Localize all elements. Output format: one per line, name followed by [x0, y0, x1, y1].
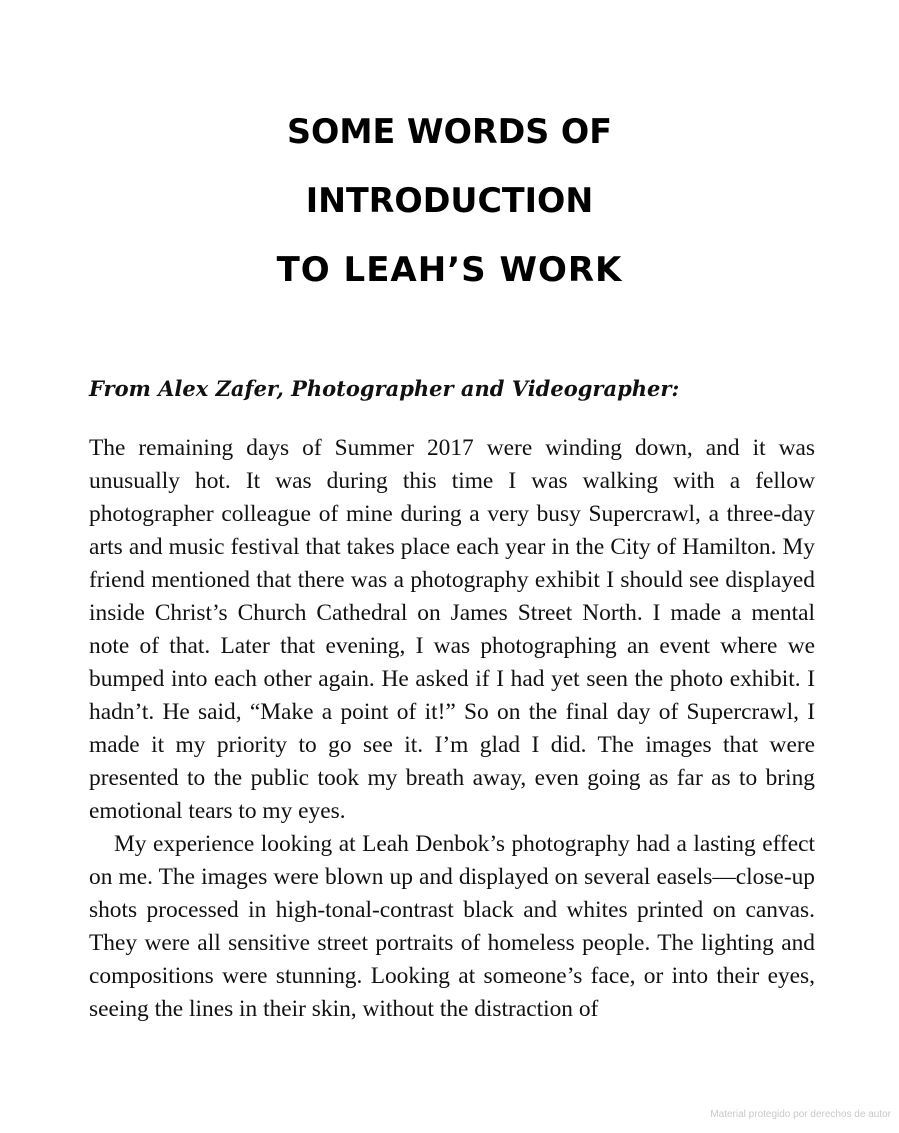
- body-text: [89, 432, 815, 1026]
- paragraph-2: My experience looking at Leah Denbok’s photography had a lasting effect on me. The images were blown up and displayed on several easels—close-up shots processed in high-tonal-contrast black and whites printed on canvas. They were all sensitive street portraits of homeless people. The lighting and compositions were stunning. Looking at someone’s face, or into their eyes, seeing the lines in their skin, without the distraction of: [89, 831, 815, 1022]
- chapter-title: [0, 98, 899, 305]
- chapter-title-line-1: SOME WORDS OF: [287, 112, 612, 152]
- chapter-title-line-2: INTRODUCTION: [305, 181, 594, 221]
- attribution-heading: From Alex Zafer, Photographer and Videographer:: [89, 376, 680, 401]
- paragraph-1: The remaining days of Summer 2017 were winding down, and it was unusually hot. It was during this time I was walking with a fellow photographer colleague of mine during a very busy Supercrawl, a three-day arts and music festival that takes place each year in the City of Hamilton. My friend mentioned that there was a photography exhibit I should see displayed inside Christ’s Church Cathedral on James Street North. I made a mental note of that. Later that evening, I was photographing an event where we bumped into each other again. He asked if I had yet seen the photo exhibit. I hadn’t. He said, “Make a point of it!” So on the final day of Supercrawl, I made it my priority to go see it. I’m glad I did. The images that were presented to the public took my breath away, even going as far as to bring emotional tears to my eyes.: [89, 435, 815, 824]
- copyright-watermark: Material protegido por derechos de autor: [710, 1109, 891, 1120]
- chapter-title-line-3: TO LEAH’S WORK: [276, 250, 623, 290]
